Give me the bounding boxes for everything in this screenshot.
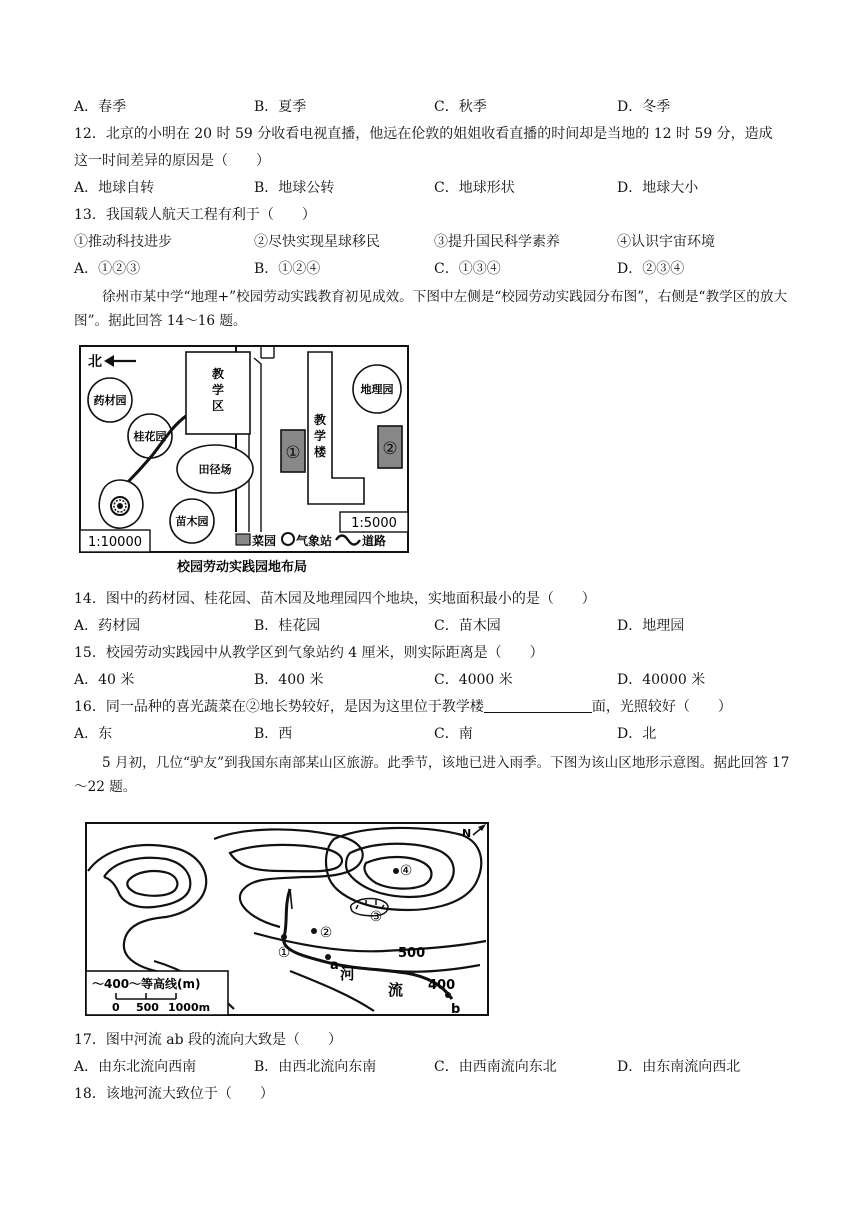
item-3: ③提升国民科学素养	[434, 234, 560, 250]
plot-2-label: ②	[382, 439, 398, 459]
nursery-garden-label: 苗木园	[175, 515, 209, 528]
point-1-dot	[281, 934, 287, 940]
q14-stem: 14．图中的药材园、桂花园、苗木园及地理园四个地块，实地面积最小的是（ ）	[74, 591, 596, 607]
point-3-label: ③	[369, 909, 383, 925]
legend-road: 道路	[362, 534, 387, 548]
answer-blank[interactable]	[484, 698, 592, 713]
option-d: D．由东南流向西北	[617, 1059, 741, 1075]
scale-label-0: 0	[112, 1001, 120, 1014]
option-c: C．南	[434, 726, 473, 742]
q14-options	[74, 616, 794, 636]
option-d: D．②③④	[617, 261, 685, 277]
river-label-liu: 流	[388, 981, 404, 999]
q13-items	[74, 232, 794, 252]
intro-14-16: 徐州市某中学“地理+”校园劳动实践教育初见成效。下图中左侧是“校园劳动实践园分布图”，右侧是“教学区的放大图”。据此回答 14～16 题。	[74, 289, 788, 329]
item-2: ②尽快实现星球移民	[254, 234, 380, 250]
option-a: A．药材园	[74, 618, 141, 634]
option-d: D．冬季	[617, 99, 671, 115]
q17-options	[74, 1057, 794, 1077]
option-c: C．①③④	[434, 261, 501, 277]
plot-1-label: ①	[285, 443, 301, 463]
contour-map	[84, 821, 492, 1017]
option-b: B．400 米	[254, 672, 324, 688]
north-label: N	[462, 827, 472, 840]
teaching-building-label-3: 楼	[313, 445, 327, 459]
q18-stem: 18．该地河流大致位于（ ）	[74, 1086, 274, 1102]
item-1: ①推动科技进步	[74, 234, 172, 250]
intro-17-22: 5 月初，几位“驴友”到我国东南部某山区旅游。此季节，该地已进入雨季。下图为该山区地形示意图。据此回答 17～22 题。	[74, 755, 790, 795]
sports-field-label: 田径场	[198, 463, 232, 476]
contour-500-label: 500	[398, 946, 426, 961]
q12-options	[74, 178, 794, 198]
q13-stem: 13．我国载人航天工程有利于（ ）	[74, 207, 316, 223]
q15-options	[74, 670, 794, 690]
item-4: ④认识宇宙环境	[617, 234, 715, 250]
q16-stem-part2: 面，光照较好（ ）	[591, 699, 732, 715]
option-d: D．40000 米	[617, 672, 706, 688]
option-c: C．地球形状	[434, 180, 515, 196]
osmanthus-garden-label: 桂花园	[133, 430, 167, 443]
q13-options	[74, 259, 794, 279]
option-c: C．秋季	[434, 99, 487, 115]
point-1-label: ①	[277, 945, 291, 961]
q11-options	[74, 97, 794, 117]
option-c: C．苗木园	[434, 618, 501, 634]
q16-stem-part1: 16．同一品种的喜光蔬菜在②地长势较好，是因为这里位于教学楼	[74, 699, 484, 715]
teaching-building-label-2: 学	[313, 429, 327, 443]
point-4-dot	[393, 868, 399, 874]
q15-stem: 15．校园劳动实践园中从教学区到气象站约 4 厘米，则实际距离是（ ）	[74, 645, 544, 661]
point-a-label: a	[330, 958, 339, 973]
option-b: B．夏季	[254, 99, 307, 115]
option-d: D．地理园	[617, 618, 685, 634]
legend-vegetable-icon	[236, 534, 250, 545]
teaching-zone-label-1: 教	[211, 367, 225, 381]
point-2-label: ②	[319, 925, 333, 941]
option-d: D．地球大小	[617, 180, 699, 196]
option-c: C．由西南流向东北	[434, 1059, 557, 1075]
option-b: B．由西北流向东南	[254, 1059, 377, 1075]
scale-left: 1:10000	[87, 535, 143, 550]
option-d: D．北	[617, 726, 657, 742]
option-b: B．西	[254, 726, 293, 742]
teaching-building	[308, 352, 364, 504]
teaching-building-label-1: 教	[313, 413, 327, 427]
q12-stem-line1: 12．北京的小明在 20 时 59 分收看电视直播，他远在伦敦的姐姐收看直播的时间却是当地的 12 时 59 分，造成	[74, 126, 773, 142]
north-arrow-icon	[104, 355, 136, 367]
geography-garden-label: 地理园	[360, 383, 394, 396]
point-2-dot	[311, 928, 317, 934]
teaching-zone-label-3: 区	[211, 399, 225, 413]
q16-stem	[74, 697, 732, 717]
legend-road-icon	[336, 536, 360, 545]
option-b: B．地球公转	[254, 180, 335, 196]
point-4-label: ④	[399, 863, 413, 879]
q16-options	[74, 724, 794, 744]
q17-stem: 17．图中河流 ab 段的流向大致是（ ）	[74, 1032, 343, 1048]
option-b: B．桂花园	[254, 618, 321, 634]
option-b: B．①②④	[254, 261, 321, 277]
teaching-zone-label-2: 学	[211, 383, 225, 397]
scale-label-1000: 1000m	[168, 1001, 211, 1014]
option-a: A．地球自转	[74, 180, 155, 196]
legend-contour: ～400～等高线(m)	[92, 977, 201, 991]
contour-400-label: 400	[428, 978, 456, 993]
scale-right: 1:5000	[351, 516, 397, 531]
option-c: C．4000 米	[434, 672, 513, 688]
legend-vegetable: 菜园	[252, 534, 277, 548]
campus-garden-map	[78, 344, 412, 576]
north-label: 北	[88, 354, 102, 370]
herb-garden-label: 药材园	[93, 394, 127, 407]
point-b-label: b	[451, 1002, 461, 1017]
river-label-he: 河	[340, 965, 356, 983]
legend-weather: 气象站	[296, 534, 333, 548]
q12-stem-line2: 这一时间差异的原因是（ ）	[74, 153, 270, 169]
option-a: A．40 米	[74, 672, 135, 688]
option-a: A．东	[74, 726, 113, 742]
option-a: A．春季	[74, 99, 127, 115]
legend-weather-icon	[282, 533, 294, 545]
option-a: A．①②③	[74, 261, 141, 277]
map1-caption: 校园劳动实践园地布局	[176, 560, 308, 575]
option-a: A．由东北流向西南	[74, 1059, 197, 1075]
scale-label-500: 500	[136, 1001, 159, 1014]
